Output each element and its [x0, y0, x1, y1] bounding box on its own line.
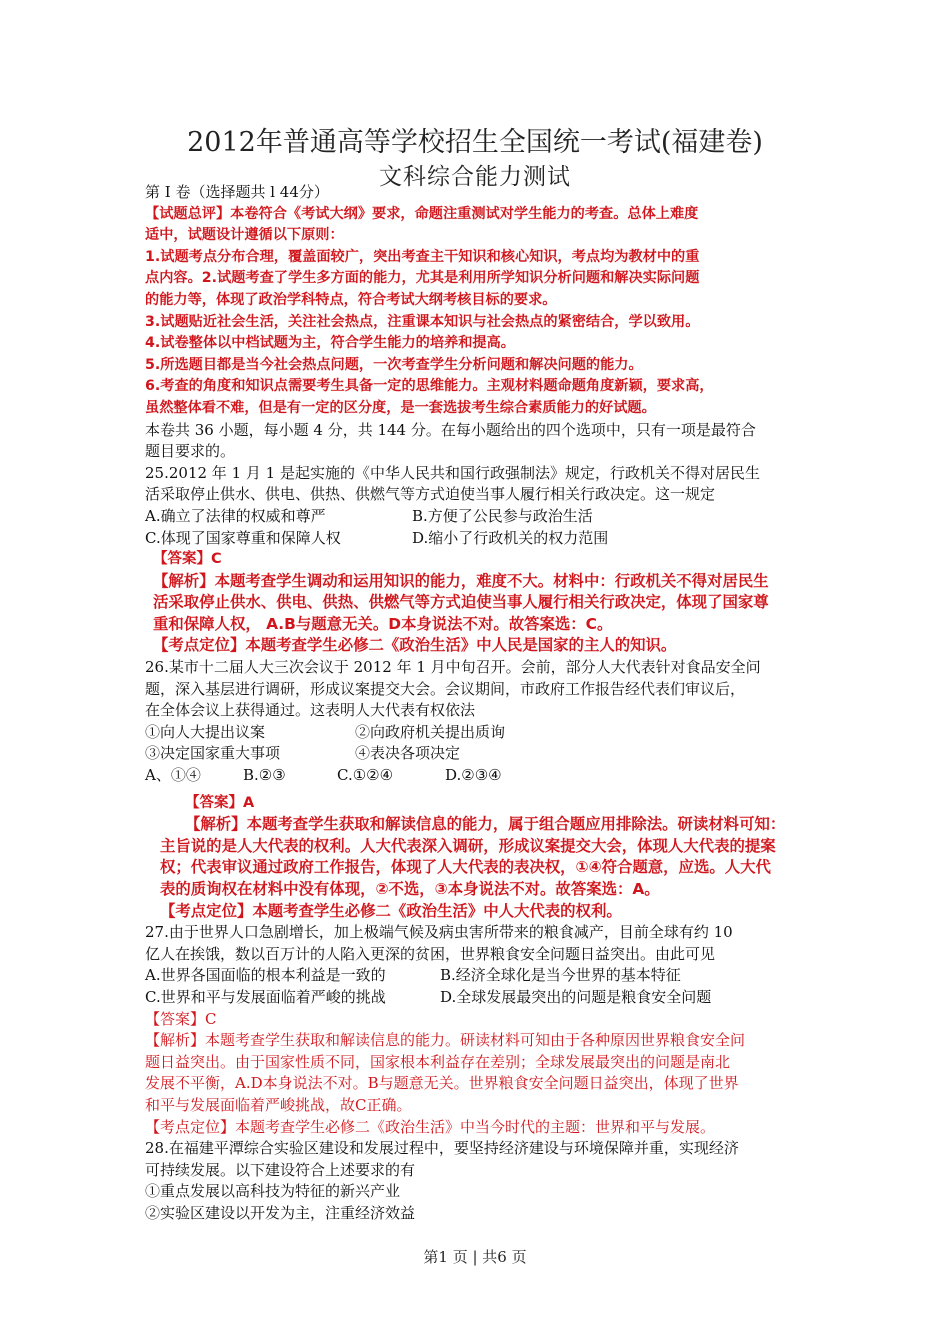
statement-1: ①向人大提出议案 [145, 722, 266, 741]
review-line: 点内容。2.试题考查了学生多方面的能力，尤其是利用所学知识分析问题和解决实际问题 [145, 270, 700, 287]
analysis-line: 题日益突出。由于国家性质不同，国家根本利益存在差别；全球发展最突出的问题是南北 [145, 1052, 731, 1071]
statement-1: ①重点发展以高科技为特征的新兴产业 [145, 1182, 401, 1201]
question-25 [145, 463, 815, 657]
review-line: 【试题总评】本卷符合《考试大纲》要求，命题注重测试对学生能力的考查。总体上难度 [145, 205, 699, 222]
question-stem: 27.由于世界人口急剧增长，加上极端气候及病虫害所带来的粮食减产，目前全球有约 10 [145, 923, 733, 942]
analysis-line: 【解析】本题考查学生调动和运用知识的能力，难度不大。材料中：行政机关不得对居民生 [153, 571, 769, 590]
question-stem: 题，深入基层进行调研，形成议案提交大会。会议期间，市政府工作报告经代表们审议后， [145, 679, 746, 698]
knowledge-point: 【考点定位】本题考查学生必修二《政治生活》中人大代表的权利。 [160, 901, 622, 920]
question-stem: 26.某市十二届人大三次会议于 2012 年 1 月中旬召开。会前，部分人大代表针对食品安全问 [145, 658, 761, 677]
analysis-line: 重和保障人权， A.B与题意无关。D本身说法不对。故答案选：C。 [153, 614, 613, 633]
analysis-line: 主旨说的是人大代表的权利。人大代表深入调研，形成议案提交大会，体现人大代表的提案 [160, 836, 776, 855]
question-stem: 亿人在挨饿，数以百万计的人陷入更深的贫困，世界粮食安全问题日益突出。由此可见 [145, 944, 716, 963]
option-a: A、①④ [145, 766, 201, 785]
option-d: D.全球发展最突出的问题是粮食安全问题 [440, 987, 712, 1006]
statement-4: ④表决各项决定 [355, 744, 461, 763]
review-line: 4.试卷整体以中档试题为主，符合学生能力的培养和提高。 [145, 335, 515, 352]
statement-3: ③决定国家重大事项 [145, 744, 281, 763]
option-row [145, 506, 815, 528]
question-stem: 可持续发展。以下建设符合上述要求的有 [145, 1160, 416, 1179]
review-line: 3.试题贴近社会生活，关注社会热点，注重课本知识与社会热点的紧密结合，学以致用。 [145, 313, 700, 330]
option-row [145, 528, 815, 550]
document-subtitle: 文科综合能力测试 [379, 164, 571, 190]
review-line: 6.考查的角度和知识点需要考生具备一定的思维能力。主观材料题命题角度新颖，要求高， [145, 378, 714, 395]
review-block [145, 204, 815, 420]
review-line: 虽然整体看不难，但是有一定的区分度，是一套选拔考生综合素质能力的好试题。 [145, 399, 656, 416]
option-c: C.世界和平与发展面临着严峻的挑战 [145, 987, 386, 1006]
review-line: 的能力等，体现了政治学科特点，符合考试大纲考核目标的要求。 [145, 291, 557, 308]
answer: 【答案】A [185, 794, 255, 811]
question-28 [145, 1138, 815, 1224]
option-b: B.②③ [243, 766, 286, 785]
question-26 [145, 657, 815, 922]
document-body [145, 182, 815, 1225]
intro-line: 本卷共 36 小题，每小题 4 分，共 144 分。在每小题给出的四个选项中，只有一项是最符合 [145, 420, 756, 439]
option-row [145, 765, 815, 787]
option-c: C.①②④ [337, 766, 394, 785]
question-stem: 28.在福建平潭综合实验区建设和发展过程中，要坚持经济建设与环境保障并重，实现经济 [145, 1139, 739, 1158]
statement-row [145, 722, 815, 744]
option-row [145, 987, 815, 1009]
answer: 【答案】C [145, 1009, 217, 1028]
option-a: A.确立了法律的权威和尊严 [145, 506, 326, 525]
analysis-line: 活采取停止供水、供电、供热、供燃气等方式迫使当事人履行相关行政决定，体现了国家尊 [153, 593, 769, 612]
analysis-line: 表的质询权在材料中没有体现，②不选，③本身说法不对。故答案选：A。 [160, 880, 660, 898]
question-27 [145, 922, 815, 1138]
analysis-line: 发展不平衡，A.D本身说法不对。B与题意无关。世界粮食安全问题日益突出，体现了世界 [145, 1074, 739, 1093]
knowledge-point: 【考点定位】本题考查学生必修二《政治生活》中当今时代的主题：世界和平与发展。 [145, 1117, 716, 1136]
review-line: 适中，试题设计遵循以下原则： [145, 227, 344, 244]
option-b: B.方便了公民参与政治生活 [412, 506, 593, 525]
question-stem: 在全体会议上获得通过。这表明人大代表有权依法 [145, 701, 476, 720]
statement-row [145, 743, 815, 765]
section-heading: 第 I 卷（选择题共 l 44分） [145, 183, 329, 201]
option-c: C.体现了国家尊重和保障人权 [145, 528, 341, 547]
question-stem: 活采取停止供水、供电、供热、供燃气等方式迫使当事人履行相关行政决定。这一规定 [145, 485, 716, 504]
review-line: 5.所选题目都是当今社会热点问题，一次考查学生分析问题和解决问题的能力。 [145, 356, 643, 373]
option-row [145, 965, 815, 987]
option-b: B.经济全球化是当今世界的基本特征 [440, 966, 681, 985]
analysis-line: 【解析】本题考查学生获取和解读信息的能力。研读材料可知由于各种原因世界粮食安全问 [145, 1031, 746, 1050]
analysis-line: 和平与发展面临着严峻挑战，故C正确。 [145, 1095, 412, 1114]
knowledge-point: 【考点定位】本题考查学生必修二《政治生活》中人民是国家的主人的知识。 [153, 636, 677, 655]
question-stem: 25.2012 年 1 月 1 是起实施的《中华人民共和国行政强制法》规定，行政机关不得对居民生 [145, 463, 760, 482]
page-footer: 第1 页 | 共6 页 [423, 1248, 527, 1266]
review-line: 1.试题考点分布合理，覆盖面较广，突出考查主干知识和核心知识，考点均为教材中的重 [145, 248, 700, 265]
answer: 【答案】C [153, 551, 222, 568]
option-d: D.缩小了行政机关的权力范围 [412, 528, 609, 547]
option-d: D.②③④ [445, 766, 502, 785]
intro-line: 题目要求的。 [145, 442, 236, 461]
document-title: 2012年普通高等学校招生全国统一考试(福建卷) [187, 127, 763, 158]
analysis-line: 【解析】本题考查学生获取和解读信息的能力，属于组合题应用排除法。研读材料可知： [185, 815, 786, 834]
analysis-line: 权；代表审议通过政府工作报告，体现了人大代表的表决权，①④符合题意，应选。人大代 [160, 858, 771, 877]
option-a: A.世界各国面临的根本利益是一致的 [145, 966, 386, 985]
statement-2: ②向政府机关提出质询 [355, 722, 506, 741]
statement-2: ②实验区建设以开发为主，注重经济效益 [145, 1203, 416, 1222]
